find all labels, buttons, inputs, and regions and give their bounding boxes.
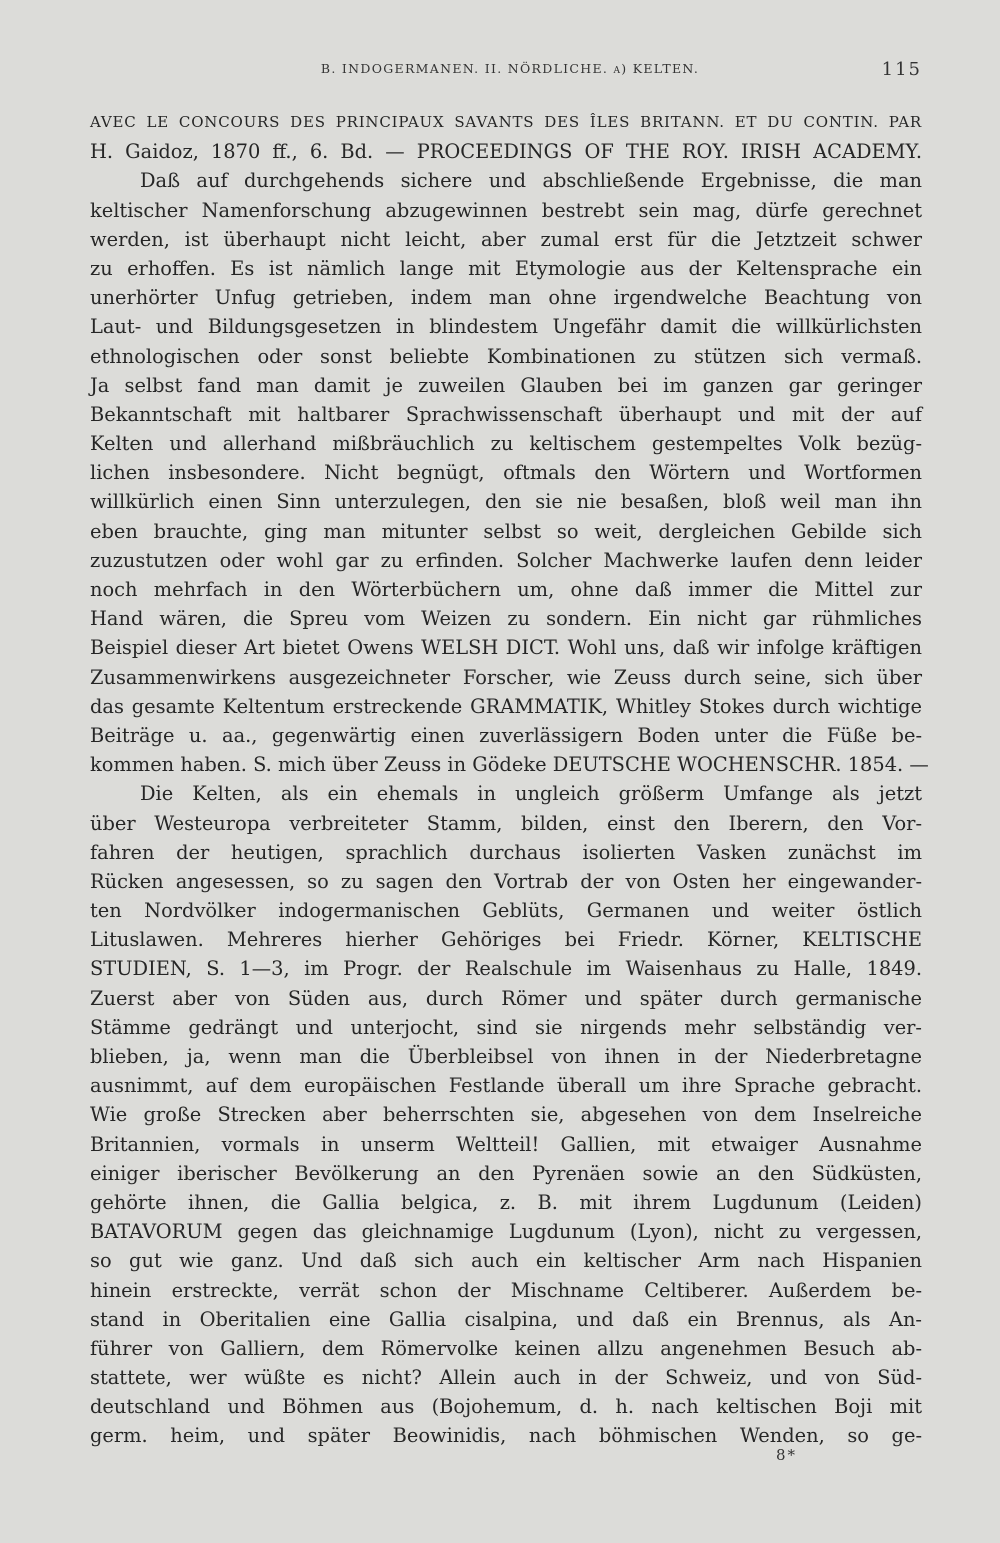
text-line: eben brauchte, ging man mitunter selbst so weit, dergleichen Gebilde sich bbox=[90, 519, 922, 543]
text-line: über Westeuropa verbreiteter Stamm, bilden, einst den Iberern, den Vor- bbox=[90, 811, 922, 835]
text-line: keltischer Namenforschung abzugewinnen bestrebt sein mag, dürfe gerechnet bbox=[90, 198, 922, 222]
text-line: Hand wären, die Spreu vom Weizen zu sondern. Ein nicht gar rühmliches bbox=[90, 607, 922, 631]
text-line: ten Nordvölker indogermanischen Geblüts, Germanen und weiter östlich bbox=[90, 899, 922, 923]
text-line: fahren der heutigen, sprachlich durchaus isolierten Vasken zunächst im bbox=[90, 840, 922, 864]
text-line: Rücken angesessen, so zu sagen den Vortrab der von Osten her eingewander- bbox=[90, 869, 922, 893]
text-line: Bekanntschaft mit haltbarer Sprachwissenschaft überhaupt und mit der auf bbox=[90, 402, 922, 426]
text-line: unerhörter Unfug getrieben, indem man ohne irgendwelche Beachtung von bbox=[90, 286, 922, 310]
text-line: Ja selbst fand man damit je zuweilen Glauben bei im ganzen gar geringer bbox=[90, 373, 922, 397]
text-line: so gut wie ganz. Und daß sich auch ein keltischer Arm nach Hispanien bbox=[90, 1249, 922, 1273]
text-line: hinein erstreckte, verrät schon der Mischname Celtiberer. Außerdem be- bbox=[90, 1278, 922, 1302]
text-line: Beiträge u. aa., gegenwärtig einen zuverlässigern Boden unter die Füße be- bbox=[90, 723, 922, 747]
text-line: AVEC LE CONCOURS DES PRINCIPAUX SAVANTS DES ÎLES BRITANN. ET DU CONTIN. PAR bbox=[90, 113, 922, 131]
text-line: zu erhoffen. Es ist nämlich lange mit Etymologie aus der Keltensprache ein bbox=[90, 256, 922, 280]
text-line: Die Kelten, als ein ehemals in ungleich größerm Umfange als jetzt bbox=[140, 782, 922, 806]
text-line: Beispiel dieser Art bietet Owens WELSH DICT. Wohl uns, daß wir infolge kräftigen bbox=[90, 636, 922, 660]
text-line: das gesamte Keltentum erstreckende GRAMMATIK, Whitley Stokes durch wichtige bbox=[90, 694, 922, 718]
text-line: lichen insbesondere. Nicht begnügt, oftmals den Wörtern und Wortformen bbox=[90, 461, 922, 485]
text-line: zuzustutzen oder wohl gar zu erfinden. Solcher Machwerke laufen denn leider bbox=[90, 548, 922, 572]
text-line: ausnimmt, auf dem europäischen Festlande überall um ihre Sprache gebracht. bbox=[90, 1074, 922, 1098]
text-line: werden, ist überhaupt nicht leicht, aber zumal erst für die Jetztzeit schwer bbox=[90, 227, 922, 251]
text-line: STUDIEN, S. 1—3, im Progr. der Realschule im Waisenhaus zu Halle, 1849. bbox=[90, 957, 922, 981]
text-line: Kelten und allerhand mißbräuchlich zu keltischem gestempeltes Volk bezüg- bbox=[90, 432, 922, 456]
text-line: stattete, wer wüßte es nicht? Allein auch in der Schweiz, und von Süd- bbox=[90, 1366, 922, 1390]
text-line: ethnologischen oder sonst beliebte Kombinationen zu stützen sich vermaß. bbox=[90, 344, 922, 368]
text-line: Britannien, vormals in unserm Weltteil! Gallien, mit etwaiger Ausnahme bbox=[90, 1132, 922, 1156]
text-line: H. Gaidoz, 1870 ff., 6. Bd. — PROCEEDINGS OF THE ROY. IRISH ACADEMY. bbox=[90, 140, 922, 164]
text-line: führer von Galliern, dem Römervolke keinen allzu angenehmen Besuch ab- bbox=[90, 1336, 922, 1360]
text-line: BATAVORUM gegen das gleichnamige Lugdunum (Lyon), nicht zu vergessen, bbox=[90, 1220, 922, 1244]
running-head: B. INDOGERMANEN. II. NÖRDLICHE. a) KELTEN. bbox=[320, 61, 700, 76]
text-line: Lituslawen. Mehreres hierher Gehöriges bei Friedr. Körner, KELTISCHE bbox=[90, 928, 922, 952]
body-text bbox=[90, 108, 929, 1451]
text-line: stand in Oberitalien eine Gallia cisalpina, und daß ein Brennus, als An- bbox=[90, 1307, 922, 1331]
signature-mark: 8* bbox=[776, 1446, 798, 1464]
text-line: noch mehrfach in den Wörterbüchern um, ohne daß immer die Mittel zur bbox=[90, 578, 922, 601]
text-line: kommen haben. S. mich über Zeuss in Gödeke DEUTSCHE WOCHENSCHR. 1854. — bbox=[90, 753, 929, 777]
text-line: Stämme gedrängt und unterjocht, sind sie nirgends mehr selbständig ver- bbox=[90, 1015, 922, 1039]
text-line: Zusammenwirkens ausgezeichneter Forscher, wie Zeuss durch seine, sich über bbox=[90, 665, 922, 689]
page-number: 115 bbox=[881, 59, 922, 80]
text-line: Zuerst aber von Süden aus, durch Römer und später durch germanische bbox=[90, 986, 922, 1010]
text-line: deutschland und Böhmen aus (Bojohemum, d. h. nach keltischen Boji mit bbox=[90, 1395, 922, 1419]
text-line: willkürlich einen Sinn unterzulegen, den sie nie besaßen, bloß weil man ihn bbox=[90, 490, 922, 514]
text-line: Wie große Strecken aber beherrschten sie, abgesehen von dem Inselreiche bbox=[90, 1103, 922, 1127]
page-header bbox=[90, 61, 930, 87]
text-line: einiger iberischer Bevölkerung an den Pyrenäen sowie an den Südküsten, bbox=[90, 1161, 922, 1185]
text-line: germ. heim, und später Beowinidis, nach böhmischen Wenden, so ge- bbox=[90, 1424, 922, 1448]
text-line: Daß auf durchgehends sichere und abschließende Ergebnisse, die man bbox=[140, 169, 922, 193]
text-line: blieben, ja, wenn man die Überbleibsel von ihnen in der Niederbretagne bbox=[90, 1045, 922, 1068]
text-line: Laut- und Bildungsgesetzen in blindestem Ungefähr damit die willkürlichsten bbox=[90, 315, 922, 339]
text-line: gehörte ihnen, die Gallia belgica, z. B. mit ihrem Lugdunum (Leiden) bbox=[90, 1190, 922, 1214]
